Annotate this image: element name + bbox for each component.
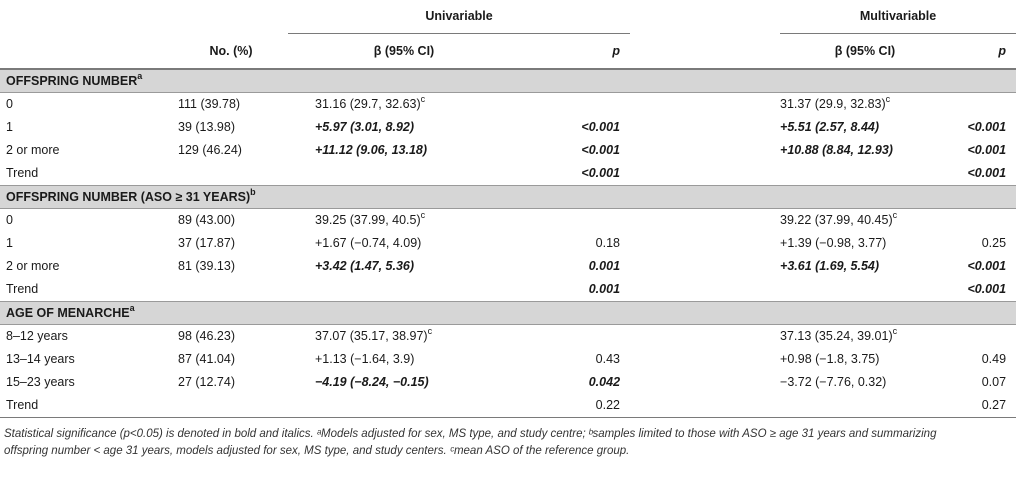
section-offspring-number-aso31: OFFSPRING NUMBER (ASO ≥ 31 YEARS)$^b$: [0, 186, 1016, 209]
col-p-multi: p: [998, 44, 1007, 58]
table-row: 1 39 (13.98) +5.97 (3.01, 8.92) <0.001 +5.51 (2.57, 8.44) <0.001: [6, 120, 1007, 134]
table-row: Trend <0.001 <0.001: [6, 166, 1007, 180]
group-header-row: [0, 0, 1016, 34]
col-p-uni: p: [612, 44, 621, 58]
section-age-of-menarche: AGE OF MENARCHE$^a$: [0, 302, 1016, 325]
col-beta-multi: β (95% CI): [834, 44, 896, 58]
table-row: Trend 0.001 <0.001: [6, 282, 1007, 296]
col-no-pct: No. (%): [209, 43, 253, 58]
table-row: 0 89 (43.00) 39.25 (37.99, 40.5)$^c$ 39.22 (37.99, 40.45)$^c$: [6, 210, 898, 227]
section-offspring-number: OFFSPRING NUMBER$^a$: [0, 69, 1016, 93]
table-row: 8–12 years 98 (46.23) 37.07 (35.17, 38.97)$^c$ 37.13 (35.24, 39.01)$^c$: [6, 326, 898, 343]
column-header-row: [0, 34, 1016, 70]
table-row: Trend 0.22 0.27: [0, 394, 1016, 418]
table-footnote: Statistical significance (p<0.05) is denoted in bold and italics. ᵃModels adjusted for sex, MS type, and study centre; ᵇsamples limited to those with ASO ≥ age 31 years and summarizing offspring number < age 31 years, models adjusted for sex, MS type, and study centers. ᶜmean ASO of the reference group.: [4, 428, 937, 457]
table-row: 15–23 years 27 (12.74) −4.19 (−8.24, −0.15) 0.042 −3.72 (−7.76, 0.32) 0.07: [6, 375, 1007, 389]
table-row: 1 37 (17.87) +1.67 (−0.74, 4.09) 0.18 +1.39 (−0.98, 3.77) 0.25: [6, 236, 1007, 250]
col-beta-uni: β (95% CI): [373, 44, 435, 58]
table-row: 2 or more 129 (46.24) +11.12 (9.06, 13.18) <0.001 +10.88 (8.84, 12.93) <0.001: [6, 143, 1007, 157]
multivariable-header: Multivariable: [780, 0, 1016, 34]
table-row: 13–14 years 87 (41.04) +1.13 (−1.64, 3.9) 0.43 +0.98 (−1.8, 3.75) 0.49: [6, 352, 1007, 366]
table-row: 0 111 (39.78) 31.16 (29.7, 32.63)$^c$ 31.37 (29.9, 32.83)$^c$: [6, 94, 891, 111]
univariable-header: Univariable: [288, 0, 630, 34]
table-row: 2 or more 81 (39.13) +3.42 (1.47, 5.36) 0.001 +3.61 (1.69, 5.54) <0.001: [6, 259, 1007, 273]
